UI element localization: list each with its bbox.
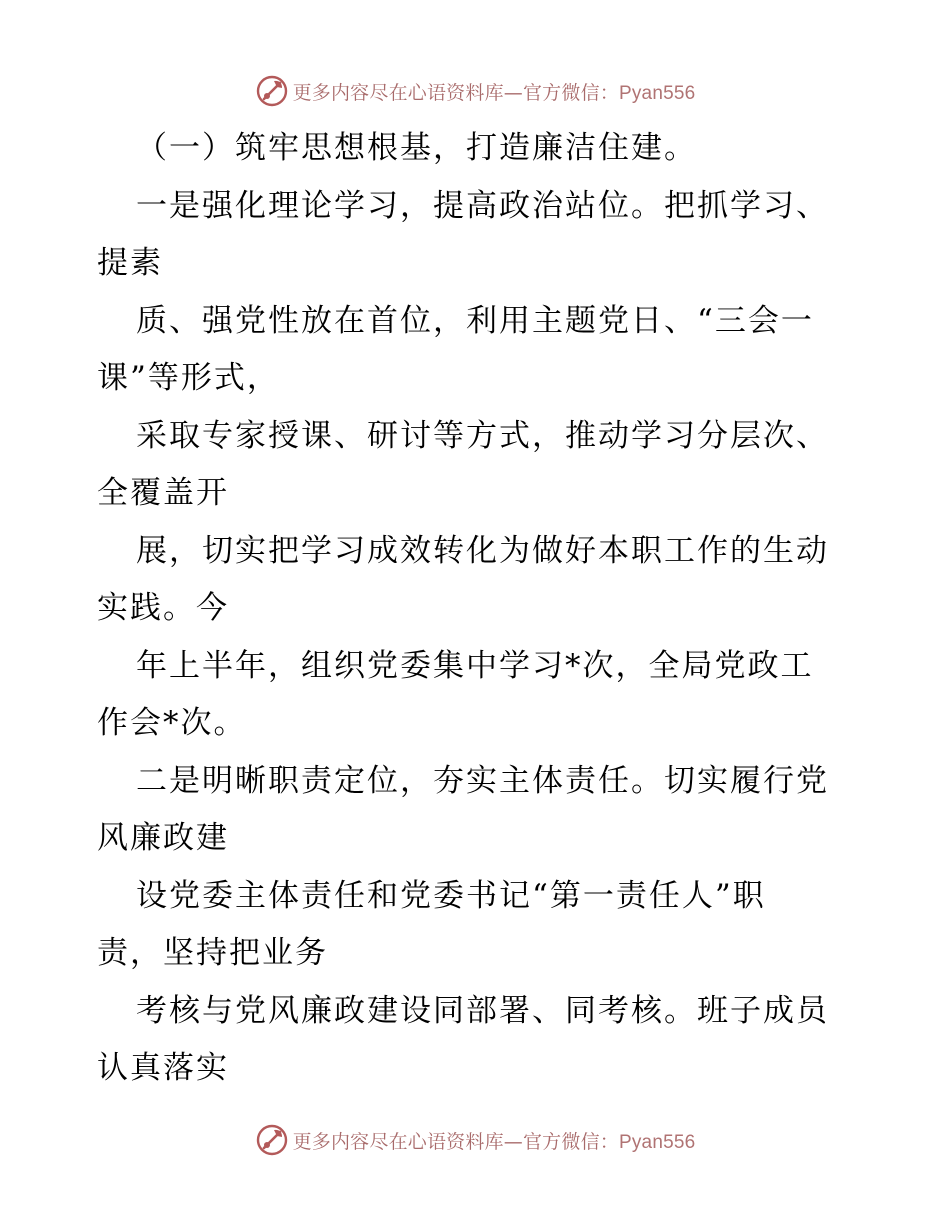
watermark-wechat-id: Pyan556 [618,82,696,104]
paragraph-line: 实践。今 [97,590,229,626]
paragraph-line: 责，坚持把业务 [97,935,328,971]
paragraph-line: 年上半年，组织党委集中学习*次，全局党政工 [136,647,814,684]
paragraph-line: 设党委主体责任和党委书记“第一责任人”职 [136,877,766,914]
header-watermark [0,71,950,111]
paragraph-line: 课”等形式， [97,360,280,396]
paragraph-line: 全覆盖开 [97,475,229,511]
footer-watermark [0,1120,950,1160]
paragraph-line: 采取专家授课、研讨等方式，推动学习分层次、 [136,417,829,454]
paragraph-line: 风廉政建 [97,820,229,856]
paragraph-line: 提素 [97,245,163,281]
document-body [97,120,867,1098]
quill-seal-icon [255,74,289,108]
paragraph-line: 展，切实把学习成效转化为做好本职工作的生动 [136,532,829,569]
section-heading: （一）筑牢思想根基，打造廉洁住建。 [136,130,697,166]
paragraph-line: 二是明晰职责定位，夯实主体责任。切实履行党 [136,762,829,799]
paragraph-line: 质、强党性放在首位，利用主题党日、“三会一 [136,302,814,339]
paragraph-line: 一是强化理论学习，提高政治站位。把抓学习、 [136,187,829,224]
watermark-wechat-id: Pyan556 [618,1131,696,1153]
paragraph-line: 考核与党风廉政建设同部署、同考核。班子成员 [136,992,829,1029]
paragraph-line: 作会*次。 [97,705,247,741]
watermark-text [293,1127,696,1154]
watermark-label: 更多内容尽在心语资料库—官方微信： [292,1130,619,1153]
watermark-text [293,78,696,105]
paragraph-line: 认真落实 [97,1050,229,1086]
watermark-label: 更多内容尽在心语资料库—官方微信： [292,81,619,104]
quill-seal-icon [255,1123,289,1157]
